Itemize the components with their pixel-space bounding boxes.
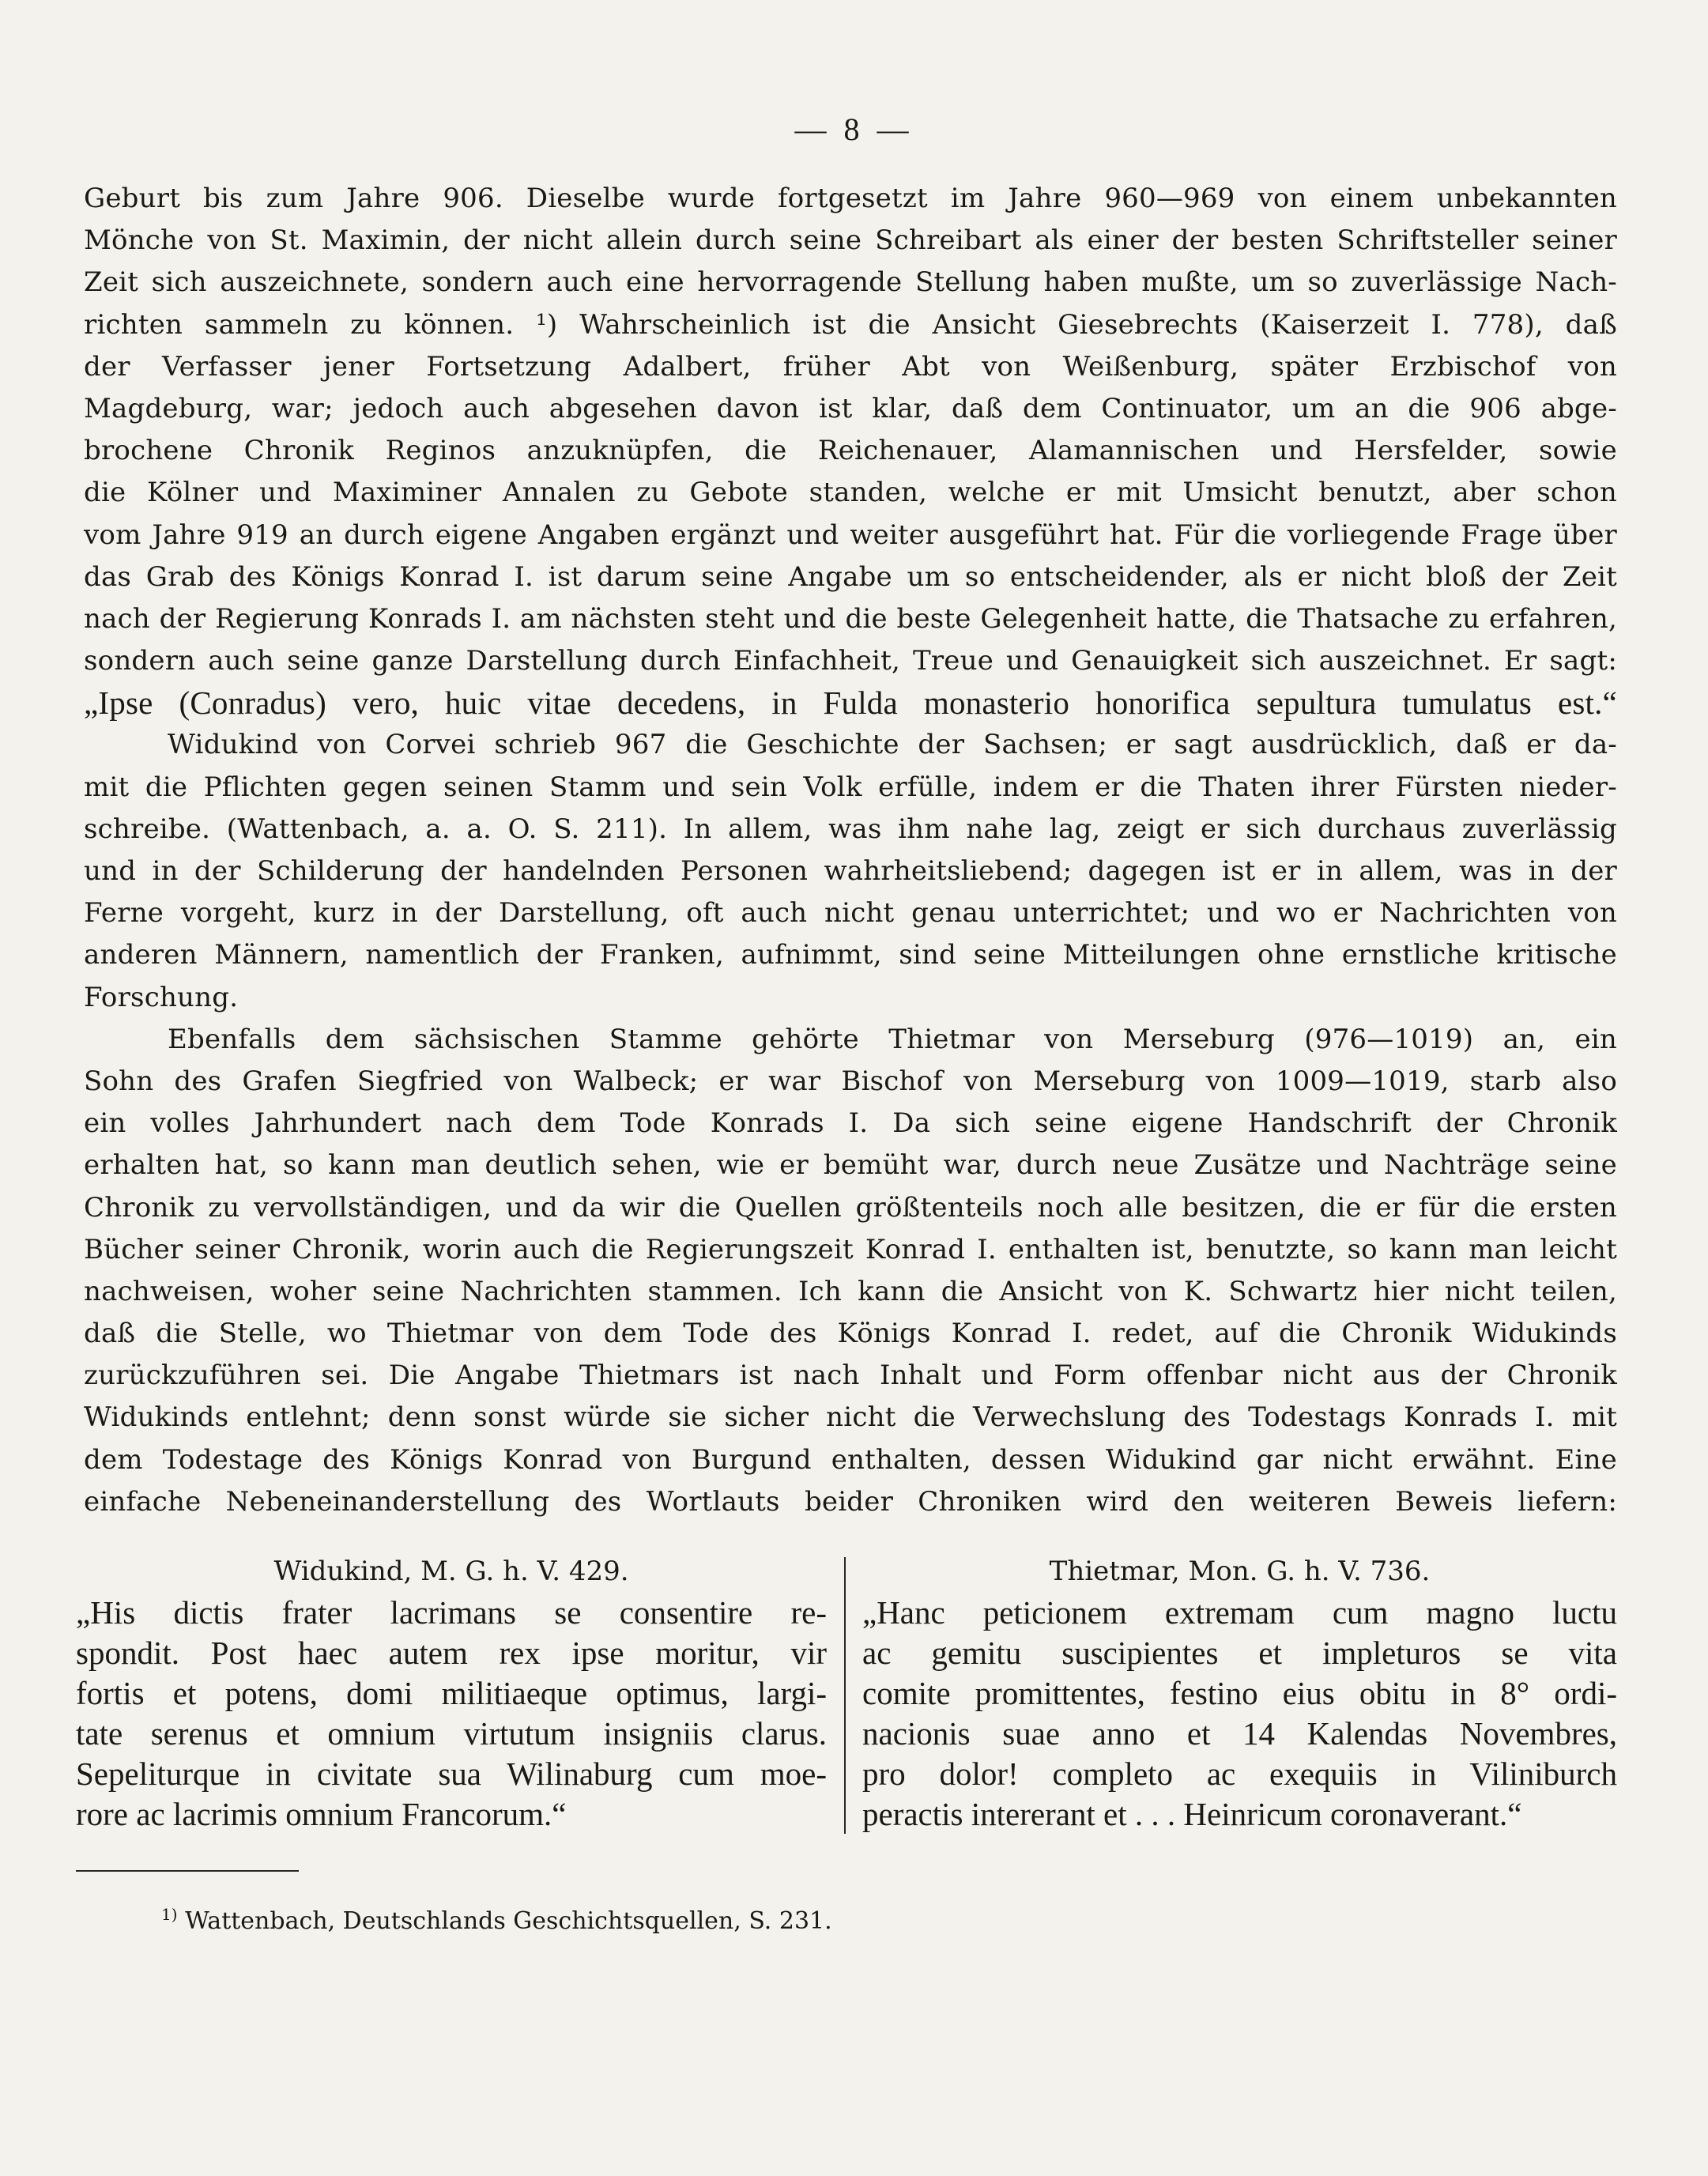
text-line: anderen Männern, namentlich der Franken, aufnimmt, sind seine Mitteilungen ohne ernstliche kritische: [84, 939, 1617, 971]
text-line: Sohn des Grafen Siegfried von Walbeck; er war Bischof von Merseburg von 1009—1019, starb also: [84, 1065, 1617, 1097]
text-line: Ferne vorgeht, kurz in der Darstellung, oft auch nicht genau unterrichtet; und wo er Nachrichten von: [84, 897, 1617, 930]
column-divider: [844, 1557, 846, 1834]
column-heading: Widukind, M. G. h. V. 429.: [273, 1556, 629, 1587]
text-line: Zeit sich auszeichnete, sondern auch eine hervorragende Stellung haben mußte, um so zuverlässige Nach-: [84, 266, 1617, 299]
text-line: Ebenfalls dem sächsischen Stamme gehörte Thietmar von Merseburg (976—1019) an, ein: [168, 1023, 1617, 1055]
text-line: Magdeburg, war; jedoch auch abgesehen davon ist klar, daß dem Continuator, um an die 906 abge-: [84, 392, 1617, 424]
column-line: fortis et potens, domi militiaeque optimus, largi-: [76, 1675, 827, 1711]
text-line: dem Todestage des Königs Konrad von Burgund enthalten, dessen Widukind gar nicht erwähnt. Eine: [84, 1443, 1617, 1476]
page-number: — 8 —: [794, 111, 914, 147]
text-line: Chronik zu vervollständigen, und da wir die Quellen größtenteils noch alle besitzen, die er für die ersten: [84, 1191, 1617, 1224]
text-line: nach der Regierung Konrads I. am nächsten steht und die beste Gelegenheit hatte, die Thatsache zu erfahren,: [84, 602, 1617, 635]
column-line: nacionis suae anno et 14 Kalendas Novembres,: [862, 1715, 1617, 1752]
column-line: tate serenus et omnium virtutum insigniis clarus.: [76, 1715, 827, 1752]
text-line: einfache Nebeneinanderstellung des Wortlauts beider Chroniken wird den weiteren Beweis liefern:: [84, 1485, 1617, 1518]
text-line: Mönche von St. Maximin, der nicht allein durch seine Schreibart als einer der besten Schriftsteller seiner: [84, 224, 1617, 257]
footnote-text: Wattenbach, Deutschlands Geschichtsquellen, S. 231.: [185, 1907, 832, 1935]
text-line: und in der Schilderung der handelnden Personen wahrheitsliebend; dagegen ist er in allem, was in der: [84, 855, 1617, 887]
text-line: der Verfasser jener Fortsetzung Adalbert, früher Abt von Weißenburg, später Erzbischof von: [84, 350, 1617, 383]
footnote: [161, 1905, 832, 1935]
text-line: Forschung.: [84, 981, 239, 1013]
text-line: vom Jahre 919 an durch eigene Angaben ergänzt und weiter ausgeführt hat. Für die vorliegende Frage über: [84, 519, 1617, 551]
text-line: Widukinds entlehnt; denn sonst würde sie sicher nicht die Verwechslung des Todestags Konrads I. mit: [84, 1401, 1617, 1434]
text-line: Geburt bis zum Jahre 906. Dieselbe wurde fortgesetzt im Jahre 960—969 von einem unbekannten: [84, 183, 1617, 214]
column-line: peractis intererant et . . . Heinricum coronaverant.“: [862, 1796, 1522, 1832]
column-line: „Hanc peticionem extremam cum magno luctu: [862, 1594, 1617, 1631]
text-line: erhalten hat, so kann man deutlich sehen, wie er bemüht war, durch neue Zusätze und Nachträge seine: [84, 1149, 1617, 1182]
text-line: sondern auch seine ganze Darstellung durch Einfachheit, Treue und Genauigkeit sich auszeichnet. Er sagt:: [84, 645, 1617, 677]
column-line: rore ac lacrimis omnium Francorum.“: [76, 1796, 567, 1832]
column-heading: Thietmar, Mon. G. h. V. 736.: [1049, 1556, 1431, 1587]
text-line: das Grab des Königs Konrad I. ist darum seine Angabe um so entscheidender, als er nicht bloß der Zeit: [84, 560, 1617, 593]
footnote-marker: 1): [161, 1905, 178, 1924]
thietmar-column: [862, 1551, 1617, 1835]
text-line: brochene Chronik Reginos anzuknüpfen, die Reichenauer, Alamannischen und Hersfelder, sowie: [84, 435, 1617, 467]
column-line: Sepeliturque in civitate sua Wilinaburg cum moe-: [76, 1756, 827, 1792]
text-line: die Kölner und Maximiner Annalen zu Gebote standen, welche er mit Umsicht benutzt, aber schon: [84, 477, 1617, 509]
body-text: [84, 178, 1617, 1523]
column-line: spondit. Post haec autem rex ipse moritur, vir: [76, 1635, 827, 1671]
text-line: nachweisen, woher seine Nachrichten stammen. Ich kann die Ansicht von K. Schwartz hier nicht teilen,: [84, 1275, 1617, 1307]
text-line: daß die Stelle, wo Thietmar von dem Tode des Königs Konrad I. redet, auf die Chronik Widukinds: [84, 1318, 1617, 1350]
text-line: Bücher seiner Chronik, worin auch die Regierungszeit Konrad I. enthalten ist, benutzte, so kann man leicht: [84, 1233, 1617, 1265]
text-line: zurückzuführen sei. Die Angabe Thietmars ist nach Inhalt und Form offenbar nicht aus der Chronik: [84, 1360, 1617, 1392]
widukind-column: [76, 1551, 827, 1835]
column-line: ac gemitu suscipientes et impleturos se vita: [862, 1635, 1617, 1671]
text-line: richten sammeln zu können. ¹) Wahrscheinlich ist die Ansicht Giesebrechts (Kaiserzeit I. 778), daß: [84, 308, 1617, 341]
footnote-rule: [76, 1870, 299, 1872]
text-line: ein volles Jahrhundert nach dem Tode Konrads I. Da sich seine eigene Handschrift der Chronik: [84, 1107, 1617, 1140]
text-line: mit die Pflichten gegen seinen Stamm und sein Volk erfülle, indem er die Thaten ihrer Fürsten nieder-: [84, 771, 1617, 803]
text-line: schreibe. (Wattenbach, a. a. O. S. 211). In allem, was ihm nahe lag, zeigt er sich durchaus zuverlässig: [84, 813, 1617, 845]
column-line: comite promittentes, festino eius obitu in 8° ordi-: [862, 1675, 1617, 1711]
column-line: pro dolor! completo ac exequiis in Viliniburch: [862, 1756, 1617, 1792]
column-line: „His dictis frater lacrimans se consentire re-: [76, 1594, 827, 1631]
latin-quote-line: „Ipse (Conradus) vero, huic vitae decedens, in Fulda monasterio honorifica sepultura tumulatus est.“: [84, 684, 1617, 722]
text-line: Widukind von Corvei schrieb 967 die Geschichte der Sachsen; er sagt ausdrücklich, daß er da-: [168, 729, 1617, 761]
parallel-columns: [76, 1551, 1617, 1843]
